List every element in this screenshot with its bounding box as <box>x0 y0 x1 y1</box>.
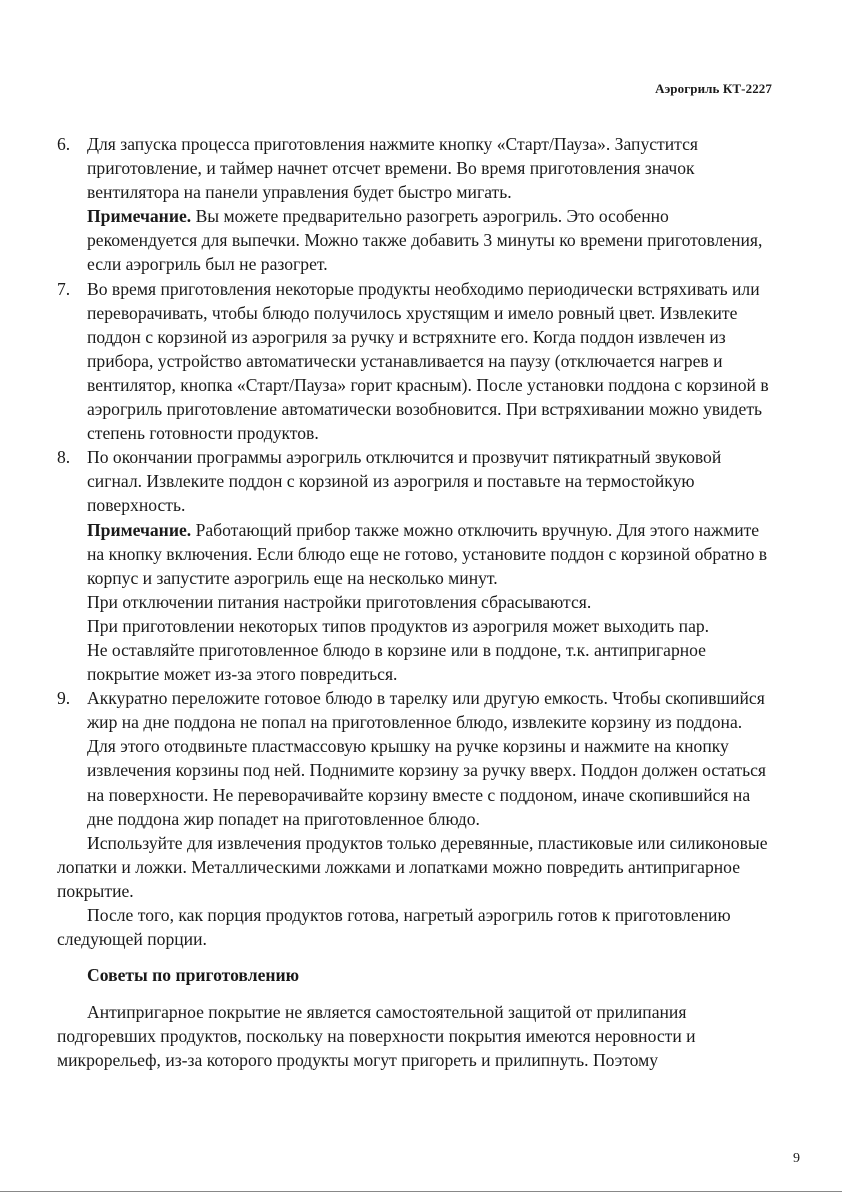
body-paragraph: После того, как порция продуктов готова, нагретый аэрогриль готов к приготовлению следующей порции. <box>57 905 731 950</box>
list-number: 8. <box>57 447 71 468</box>
note <box>87 518 769 590</box>
note-label: Примечание. <box>87 519 192 540</box>
extra-line: При отключении питания настройки приготовления сбрасываются. <box>87 591 592 612</box>
list-item-7 <box>57 277 769 446</box>
list-number: 9. <box>57 688 71 709</box>
section-paragraph: Антипригарное покрытие не является самостоятельной защитой от прилипания подгоревших продуктов, поскольку на поверхности покрытия имеются неровности и микрорельеф, из-за которого продукты могут пригореть и прилипнуть. Поэтому <box>57 1002 696 1071</box>
body-paragraph: Используйте для извлечения продуктов только деревянные, пластиковые или силиконовые лопатки и ложки. Металлическими ложками и лопатками можно повредить антипригарное покрытие. <box>57 832 768 901</box>
list-item-text: По окончании программы аэрогриль отключится и прозвучит пятикратный звуковой сигнал. Извлеките поддон с корзиной из аэрогриля и поставьте на термостойкую поверхность. <box>87 447 722 516</box>
page-number: 9 <box>793 1151 800 1166</box>
list-item-text: Аккуратно переложите готовое блюдо в тарелку или другую емкость. Чтобы скопившийся жир на дне поддона не попал на приготовленное блюдо, извлеките корзину из поддона. Для этого отодвиньте пластмассовую крышку на ручке корзины и нажмите на кнопку извлечения корзины под ней. Поднимите корзину за ручку вверх. Поддон должен остаться на поверхности. Не переворачивайте корзину вместе с поддоном, иначе скопившийся на дне поддона жир попадет на приготовленное блюдо. <box>87 688 767 829</box>
extra-line: При приготовлении некоторых типов продуктов из аэрогриля может выходить пар. <box>87 615 710 636</box>
page-content <box>57 132 769 1073</box>
list-item-text: Во время приготовления некоторые продукты необходимо периодически встряхивать или переворачивать, чтобы блюдо получилось хрустящим и имело ровный цвет. Извлеките поддон с корзиной из аэрогриля за ручку и встряхните его. Когда поддон извлечен из прибора, устройство автоматически устанавливается на паузу (отключается нагрев и вентилятор, кнопка «Старт/Пауза» горит красным). После установки поддона с корзиной в аэрогриль приготовление автоматически возобновится. При встряхивании можно увидеть степень готовности продуктов. <box>87 278 769 444</box>
extra-line: Не оставляйте приготовленное блюдо в корзине или в поддоне, т.к. антипригарное покрытие может из-за этого повредиться. <box>87 639 706 685</box>
list-item-6 <box>57 132 769 277</box>
bottom-border <box>0 1191 842 1192</box>
list-item-9 <box>57 686 769 831</box>
list-item-8 <box>57 445 769 686</box>
running-header: Аэрогриль КТ-2227 <box>655 81 772 96</box>
note <box>87 204 769 276</box>
list-number: 6. <box>57 134 71 154</box>
note-text: Работающий прибор также можно отключить вручную. Для этого нажмите на кнопку включения. Если блюдо еще не готово, установите поддон с корзиной обратно в корпус и запустите аэрогриль еще на несколько минут. <box>87 519 768 588</box>
note-text: Вы можете предварительно разогреть аэрогриль. Это особенно рекомендуется для выпечки. Можно также добавить 3 минуты ко времени приготовления, если аэрогриль был не разогрет. <box>87 206 763 275</box>
section-heading: Советы по приготовлению <box>87 965 300 986</box>
list-number: 7. <box>57 278 71 299</box>
list-item-text: Для запуска процесса приготовления нажмите кнопку «Старт/Пауза». Запустится приготовление, и таймер начнет отсчет времени. Во время приготовления значок вентилятора на панели управления будет быстро мигать. <box>87 134 698 203</box>
note-label: Примечание. <box>87 206 192 227</box>
